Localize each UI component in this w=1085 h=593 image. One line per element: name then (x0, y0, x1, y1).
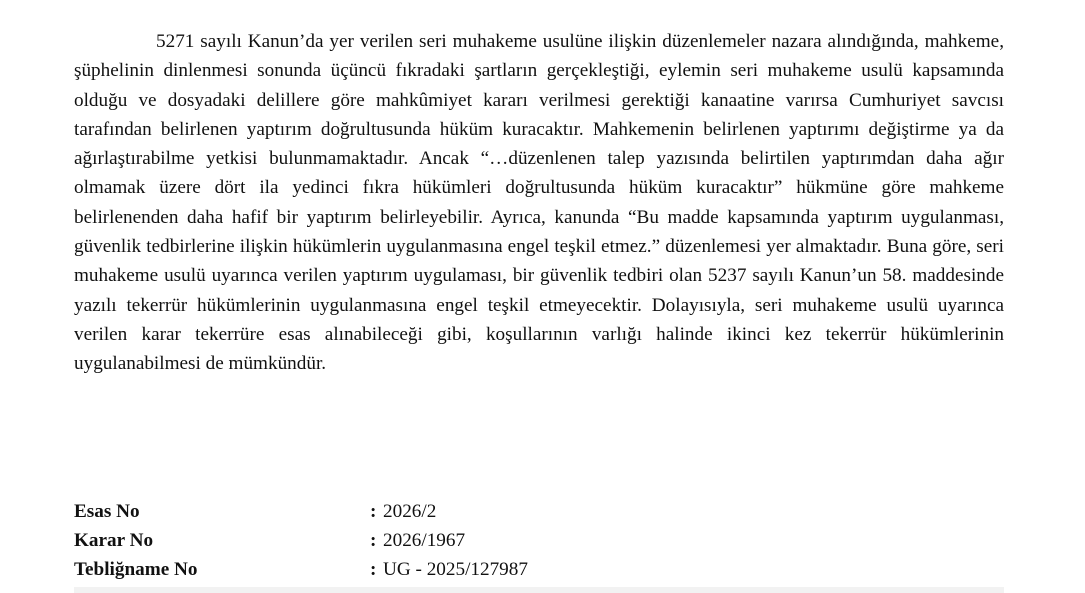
karar-no-value: 2026/1967 (383, 530, 466, 551)
case-metadata (74, 497, 774, 584)
meta-row-tebligname-no (74, 555, 774, 584)
karar-no-label: Karar No (74, 530, 154, 551)
esas-no-value: 2026/2 (383, 501, 437, 522)
tebligname-no-value: UG - 2025/127987 (383, 559, 528, 580)
esas-no-label: Esas No (74, 501, 140, 522)
esas-no-colon: : (370, 501, 377, 522)
karar-no-colon: : (370, 530, 377, 551)
body-paragraph: 5271 sayılı Kanun’da yer verilen seri muhakeme usulüne ilişkin düzenlemeler nazara alındığında, mahkeme, şüphelinin dinlenmesi sonunda üçüncü fıkradaki şartların gerçekleştiği, eylemin seri muhakeme usulü kapsamında olduğu ve dosyadaki delillere göre mahkûmiyet kararı verilmesi gerektiği kanaatine varırsa Cumhuriyet savcısı tarafından belirlenen yaptırım doğrultusunda hüküm kuracaktır. Mahkemenin belirlenen yaptırımı değiştirme ya da ağırlaştırabilme yetkisi bulunmamaktadır. Ancak “…düzenlenen talep yazısında belirtilen yaptırımdan daha ağır olmamak üzere dört ila yedinci fıkra hükümleri doğrultusunda hüküm kuracaktır” hükmüne göre mahkeme belirlenenden daha hafif bir yaptırım belirleyebilir. Ayrıca, kanunda “Bu madde kapsamında yaptırım uygulanması, güvenlik tedbirlerine ilişkin hükümlerin uygulanmasına engel teşkil etmez.” düzenlemesi yer almaktadır. Buna göre, seri muhakeme usulü uyarınca verilen yaptırım uygulaması, bir güvenlik tedbiri olan 5237 sayılı Kanun’un 58. maddesinde yazılı tekerrür hükümlerinin uygulanmasına engel teşkil etmeyecektir. Dolayısıyla, seri muhakeme usulü uyarınca verilen karar tekerrüre esas alınabileceği gibi, koşullarının varlığı halinde ikinci kez tekerrür hükümlerinin uygulanabilmesi de mümkündür. (74, 31, 1004, 375)
tebligname-no-colon: : (370, 559, 377, 580)
tebligname-no-label: Tebliğname No (74, 559, 198, 580)
meta-row-karar-no (74, 526, 774, 555)
page-bottom-shade (74, 587, 1004, 593)
meta-row-esas-no (74, 497, 774, 526)
